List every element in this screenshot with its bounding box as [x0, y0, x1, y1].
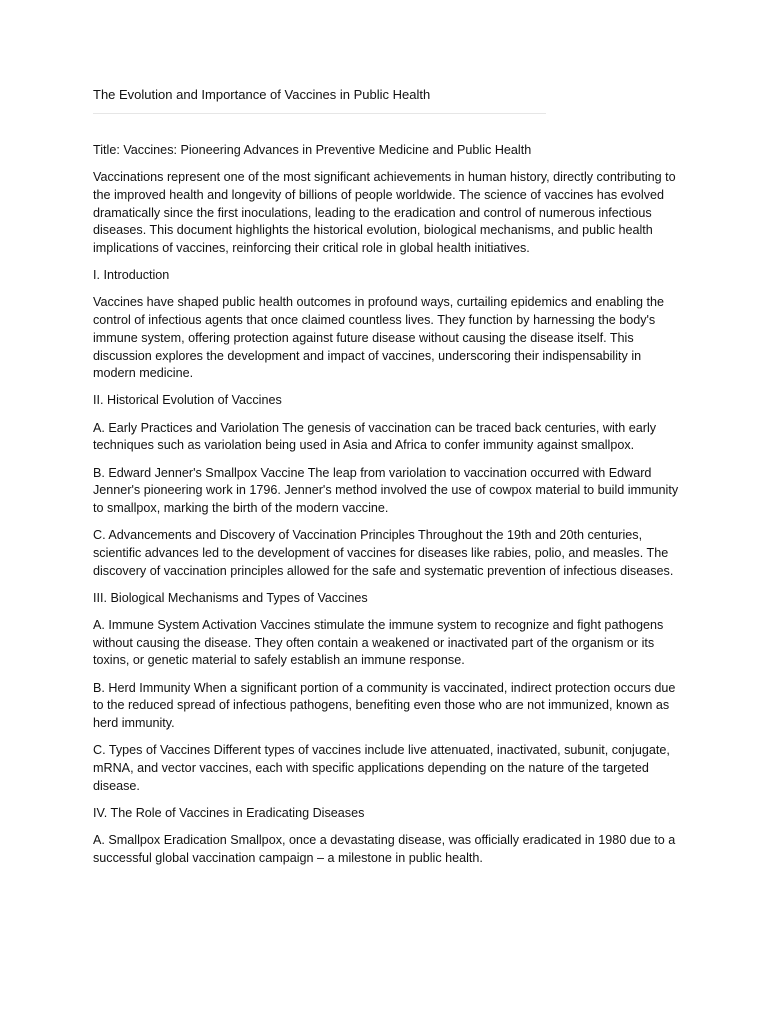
document-header: [93, 86, 546, 114]
document-body: [93, 142, 683, 877]
document-header-title: The Evolution and Importance of Vaccines in Public Health: [93, 87, 431, 102]
section-heading-biological-mechanisms: III. Biological Mechanisms and Types of Vaccines: [93, 590, 368, 605]
paragraph: B. Herd Immunity When a significant portion of a community is vaccinated, indirect protection occurs due to the reduced spread of infectious pathogens, benefiting even those who are not immunized, known as herd immunity.: [93, 680, 676, 730]
paragraph: A. Smallpox Eradication Smallpox, once a devastating disease, was officially eradicated in 1980 due to a successful global vaccination campaign – a milestone in public health.: [93, 833, 676, 865]
paragraph: A. Immune System Activation Vaccines stimulate the immune system to recognize and fight pathogens without causing the disease. They often contain a weakened or inactivated part of the organism or its toxins, or genetic material to safely establish an immune response.: [93, 617, 664, 668]
section-heading-historical-evolution: II. Historical Evolution of Vaccines: [93, 393, 282, 408]
abstract-paragraph: Vaccinations represent one of the most significant achievements in human history, directly contributing to the improved health and longevity of billions of people worldwide. The science of vaccines has evolved dramatically since the first inoculations, leading to the eradication and control of numerous infectious diseases. This document highlights the historical evolution, biological mechanisms, and public health implications of vaccines, reinforcing their critical role in global health initiatives.: [93, 170, 676, 256]
section-heading-introduction: I. Introduction: [93, 268, 170, 283]
paragraph: B. Edward Jenner's Smallpox Vaccine The leap from variolation to vaccination occurred with Edward Jenner's pioneering work in 1796. Jenner's method involved the use of cowpox material to build immunity to smallpox, marking the birth of the modern vaccine.: [93, 465, 679, 515]
paragraph: A. Early Practices and Variolation The genesis of vaccination can be traced back centuries, with early techniques such as variolation being used in Asia and Africa to confer immunity against smallpox.: [93, 420, 657, 453]
section-heading-eradicating-diseases: IV. The Role of Vaccines in Eradicating Diseases: [93, 805, 365, 820]
paragraph: C. Types of Vaccines Different types of vaccines include live attenuated, inactivated, subunit, conjugate, mRNA, and vector vaccines, each with specific applications depending on the nature of the targeted disease.: [93, 743, 670, 793]
document-title-line: Title: Vaccines: Pioneering Advances in Preventive Medicine and Public Health: [93, 143, 532, 157]
paragraph: Vaccines have shaped public health outcomes in profound ways, curtailing epidemics and enabling the control of infectious agents that once claimed countless lives. They function by harnessing the body's immune system, offering protection against future disease without causing the disease itself. This discussion explores the development and impact of vaccines, underscoring their indispensability in modern medicine.: [93, 295, 665, 381]
paragraph: C. Advancements and Discovery of Vaccination Principles Throughout the 19th and 20th centuries, scientific advances led to the development of vaccines for diseases like rabies, polio, and measles. The discovery of vaccination principles allowed for the safe and systematic prevention of infectious diseases.: [93, 528, 674, 578]
header-divider: [93, 113, 546, 114]
